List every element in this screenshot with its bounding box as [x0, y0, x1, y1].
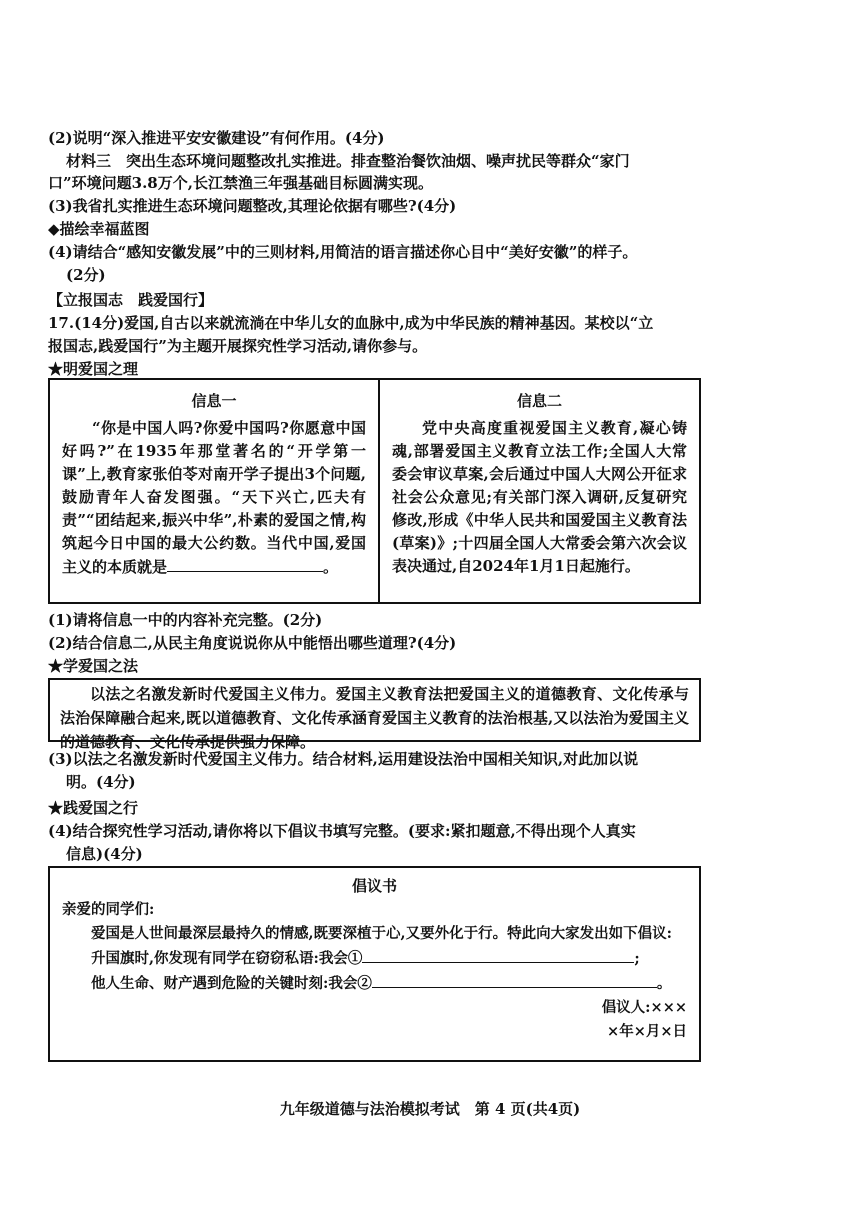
law-material-box: [48, 678, 701, 751]
section-law: ★学爱国之法: [48, 657, 139, 675]
proposal-item-2-end: 。: [656, 975, 672, 992]
proposal-item-1-end: ;: [634, 950, 640, 967]
sub-question-3-line2: 明。(4分): [66, 773, 136, 791]
sub-question-4-line2: 信息)(4分): [66, 845, 143, 863]
info-2-text: 党中央高度重视爱国主义教育,凝心铸魂,部署爱国主义教育立法工作;全国人大常委会审议草案,会后通过中国人大网公开征求社会公众意见;有关部门深入调研,反复研究修改,形成《中华人民共和国爱国主义教育法(草案)》;十四届全国人大常委会第六次会议表决通过,自2024年1月1日起施行。: [392, 419, 687, 575]
proposal-date: ×年×月×日: [607, 1023, 687, 1040]
proposal-signer: 倡议人:×××: [601, 999, 687, 1016]
info-2-title: 信息二: [516, 392, 562, 410]
sub-question-1: (1)请将信息一中的内容补充完整。(2分): [48, 611, 323, 629]
info-2: [380, 380, 699, 602]
info-1-title: 信息一: [191, 392, 237, 410]
info-1: [50, 380, 380, 602]
page-footer: 九年级道德与法治模拟考试 第 4 页(共4页): [279, 1100, 581, 1118]
section-action: ★践爱国之行: [48, 799, 139, 817]
section-reason: ★明爱国之理: [48, 360, 139, 378]
q17-stem-line1: 17.(14分)爱国,自古以来就流淌在中华儿女的血脉中,成为中华民族的精神基因。某校以“立: [48, 314, 654, 332]
sub-question-3-line1: (3)以法之名激发新时代爱国主义伟力。结合材料,运用建设法治中国相关知识,对此加以说: [48, 750, 639, 768]
proposal-item-2-text: 他人生命、财产遇到危险的关键时刻:我会②: [91, 975, 372, 992]
q17-stem-line2: 报国志,践爱国行”为主题开展探究性学习活动,请你参与。: [48, 337, 428, 355]
answer-blank-2[interactable]: [263, 555, 323, 572]
question-3: (3)我省扎实推进生态环境问题整改,其理论依据有哪些?(4分): [48, 197, 457, 215]
question-4-line1: (4)请结合“感知安徽发展”中的三则材料,用简洁的语言描述你心目中“美好安徽”的样子。: [48, 243, 638, 261]
proposal-item-2: [62, 971, 687, 996]
info-1-text: “你是中国人吗?你爱中国吗?你愿意中国好吗?”在1935年那堂著名的“开学第一课”上,教育家张伯苓对南开学子提出3个问题,鼓励青年人奋发图强。“天下兴亡,匹夫有责”“团结起来,振兴中华”,朴素的爱国之情,构筑起今日中国的最大公约数。当代中国,爱国主义的本质就是: [62, 419, 366, 576]
section-blueprint: ◆描绘幸福蓝图: [48, 220, 150, 238]
sub-question-4-line1: (4)结合探究性学习活动,请你将以下倡议书填写完整。(要求:紧扣题意,不得出现个人真实: [48, 822, 636, 840]
proposal-title: 倡议书: [351, 877, 397, 895]
answer-blank[interactable]: [167, 555, 263, 572]
proposal-item-1-text: 升国旗时,你发现有同学在窃窃私语:我会①: [91, 950, 363, 967]
proposal-greeting: 亲爱的同学们:: [62, 901, 155, 918]
info-box: [48, 378, 701, 604]
proposal-body: 爱国是人世间最深层最持久的情感,既要深植于心,又要外化于行。特此向大家发出如下倡议:: [91, 925, 672, 942]
question-2: (2)说明“深入推进平安安徽建设”有何作用。(4分): [48, 129, 385, 147]
proposal-box: [48, 866, 701, 1062]
law-material-text: 以法之名激发新时代爱国主义伟力。爱国主义教育法把爱国主义的道德教育、文化传承与法治保障融合起来,既以道德教育、文化传承涵育爱国主义教育的法治根基,又以法治为爱国主义的道德教育、文化传承提供强力保障。: [60, 685, 689, 751]
proposal-blank-2[interactable]: [372, 971, 657, 988]
proposal-blank-1[interactable]: [362, 946, 634, 963]
theme-heading: 【立报国志 践爱国行】: [48, 291, 214, 309]
question-4-line2: (2分): [66, 266, 106, 284]
proposal-item-1: [62, 946, 687, 971]
info-1-end: 。: [323, 558, 339, 576]
material-3-line1: 材料三 突出生态环境问题整改扎实推进。排查整治餐饮油烟、噪声扰民等群众“家门: [66, 152, 630, 170]
sub-question-2: (2)结合信息二,从民主角度说说你从中能悟出哪些道理?(4分): [48, 634, 457, 652]
material-3-line2: 口”环境问题3.8万个,长江禁渔三年强基础目标圆满实现。: [48, 174, 433, 192]
